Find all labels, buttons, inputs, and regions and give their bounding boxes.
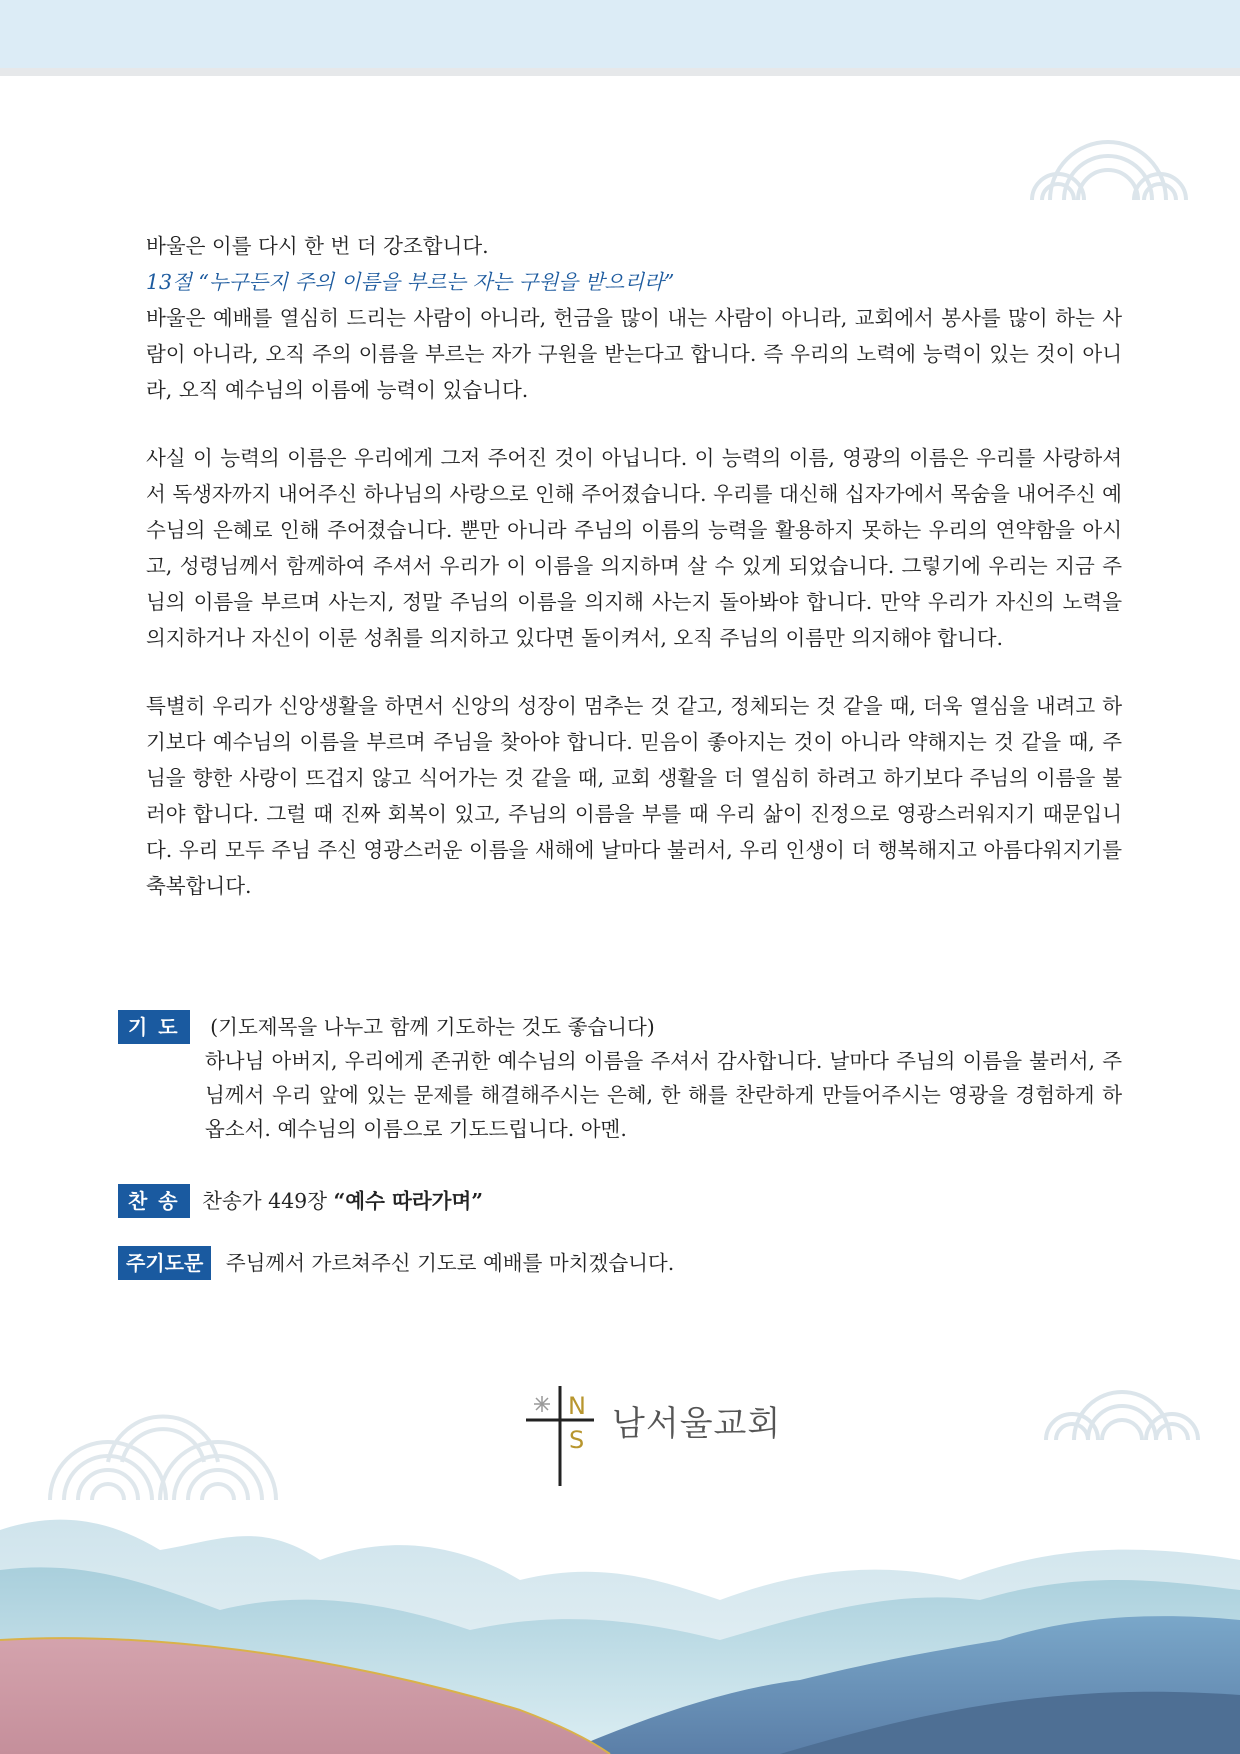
- prayer-section: [118, 1010, 655, 1044]
- paragraph: 특별히 우리가 신앙생활을 하면서 신앙의 성장이 멈추는 것 같고, 정체되는 것 같을 때, 더욱 열심을 내려고 하기보다 예수님의 이름을 부르며 주님을 찾아야 합니다. 믿음이 좋아지는 것이 아니라 약해지는 것 같을 때, 주님을 향한 사랑이 뜨겁지 않고 식어가는 것 같을 때, 교회 생활을 더 열심히 하려고 하기보다 주님의 이름을 불러야 합니다. 그럴 때 진짜 회복이 있고, 주님의 이름을 부를 때 우리 삶이 진정으로 영광스러워지기 때문입니다. 우리 모두 주님 주신 영광스러운 이름을 새해에 날마다 불러서, 우리 인생이 더 행복해지고 아름다워지기를 축복합니다.: [146, 694, 1122, 898]
- scripture-verse: 13절 “누구든지 주의 이름을 부르는 자는 구원을 받으리라”: [146, 270, 675, 294]
- top-banner-border: [0, 68, 1240, 76]
- intro-line: 바울은 이를 다시 한 번 더 강조합니다.: [146, 234, 489, 258]
- church-name: 남서울교회: [612, 1404, 782, 1444]
- cloud-ornament-top-right: [1030, 124, 1190, 200]
- logo-letter-s: S: [569, 1426, 585, 1454]
- hymn-label: 찬 송: [118, 1184, 190, 1218]
- mountain-landscape: [0, 1490, 1240, 1754]
- star-icon: [534, 1396, 550, 1412]
- church-cross-logo: [524, 1384, 606, 1488]
- cloud-ornament-bottom-right: [1044, 1364, 1200, 1440]
- sermon-body: [146, 228, 1122, 904]
- hymn-prefix: 찬송가 449장: [202, 1189, 334, 1213]
- hymn-title: “예수 따라가며”: [333, 1189, 484, 1213]
- cloud-ornament-bottom-left: [48, 1392, 280, 1500]
- lords-prayer-label: 주기도문: [118, 1246, 211, 1280]
- paragraph: 바울은 예배를 열심히 드리는 사람이 아니라, 헌금을 많이 내는 사람이 아니라, 교회에서 봉사를 많이 하는 사람이 아니라, 오직 주의 이름을 부르는 자가 구원을 받는다고 합니다. 즉 우리의 노력에 능력이 있는 것이 아니라, 오직 예수님의 이름에 능력이 있습니다.: [146, 306, 1122, 402]
- top-banner: [0, 0, 1240, 68]
- prayer-label: 기 도: [118, 1010, 190, 1044]
- logo-letter-n: N: [568, 1392, 586, 1420]
- paragraph: 사실 이 능력의 이름은 우리에게 그저 주어진 것이 아닙니다. 이 능력의 이름, 영광의 이름은 우리를 사랑하셔서 독생자까지 내어주신 하나님의 사랑으로 인해 주어졌습니다. 우리를 대신해 십자가에서 목숨을 내어주신 예수님의 은혜로 인해 주어졌습니다. 뿐만 아니라 주님의 이름의 능력을 활용하지 못하는 우리의 연약함을 아시고, 성령님께서 함께하여 주셔서 우리가 이 이름을 의지하며 살 수 있게 되었습니다. 그렇기에 우리는 지금 주님의 이름을 부르며 사는지, 정말 주님의 이름을 의지해 사는지 돌아봐야 합니다. 만약 우리가 자신의 노력을 의지하거나 자신이 이룬 성취를 의지하고 있다면 돌이켜서, 오직 주님의 이름만 의지해야 합니다.: [146, 446, 1122, 650]
- lords-prayer-text: 주님께서 가르쳐주신 기도로 예배를 마치겠습니다.: [225, 1251, 675, 1275]
- lords-prayer-section: [118, 1246, 674, 1280]
- hymn-section: [118, 1184, 483, 1218]
- prayer-text: 하나님 아버지, 우리에게 존귀한 예수님의 이름을 주셔서 감사합니다. 날마다 주님의 이름을 불러서, 주님께서 우리 앞에 있는 문제를 해결해주시는 은혜, 한 해를 찬란하게 만들어주시는 영광을 경험하게 하옵소서. 예수님의 이름으로 기도드립니다. 아멘.: [205, 1049, 1122, 1141]
- prayer-note: (기도제목을 나누고 함께 기도하는 것도 좋습니다): [210, 1015, 655, 1039]
